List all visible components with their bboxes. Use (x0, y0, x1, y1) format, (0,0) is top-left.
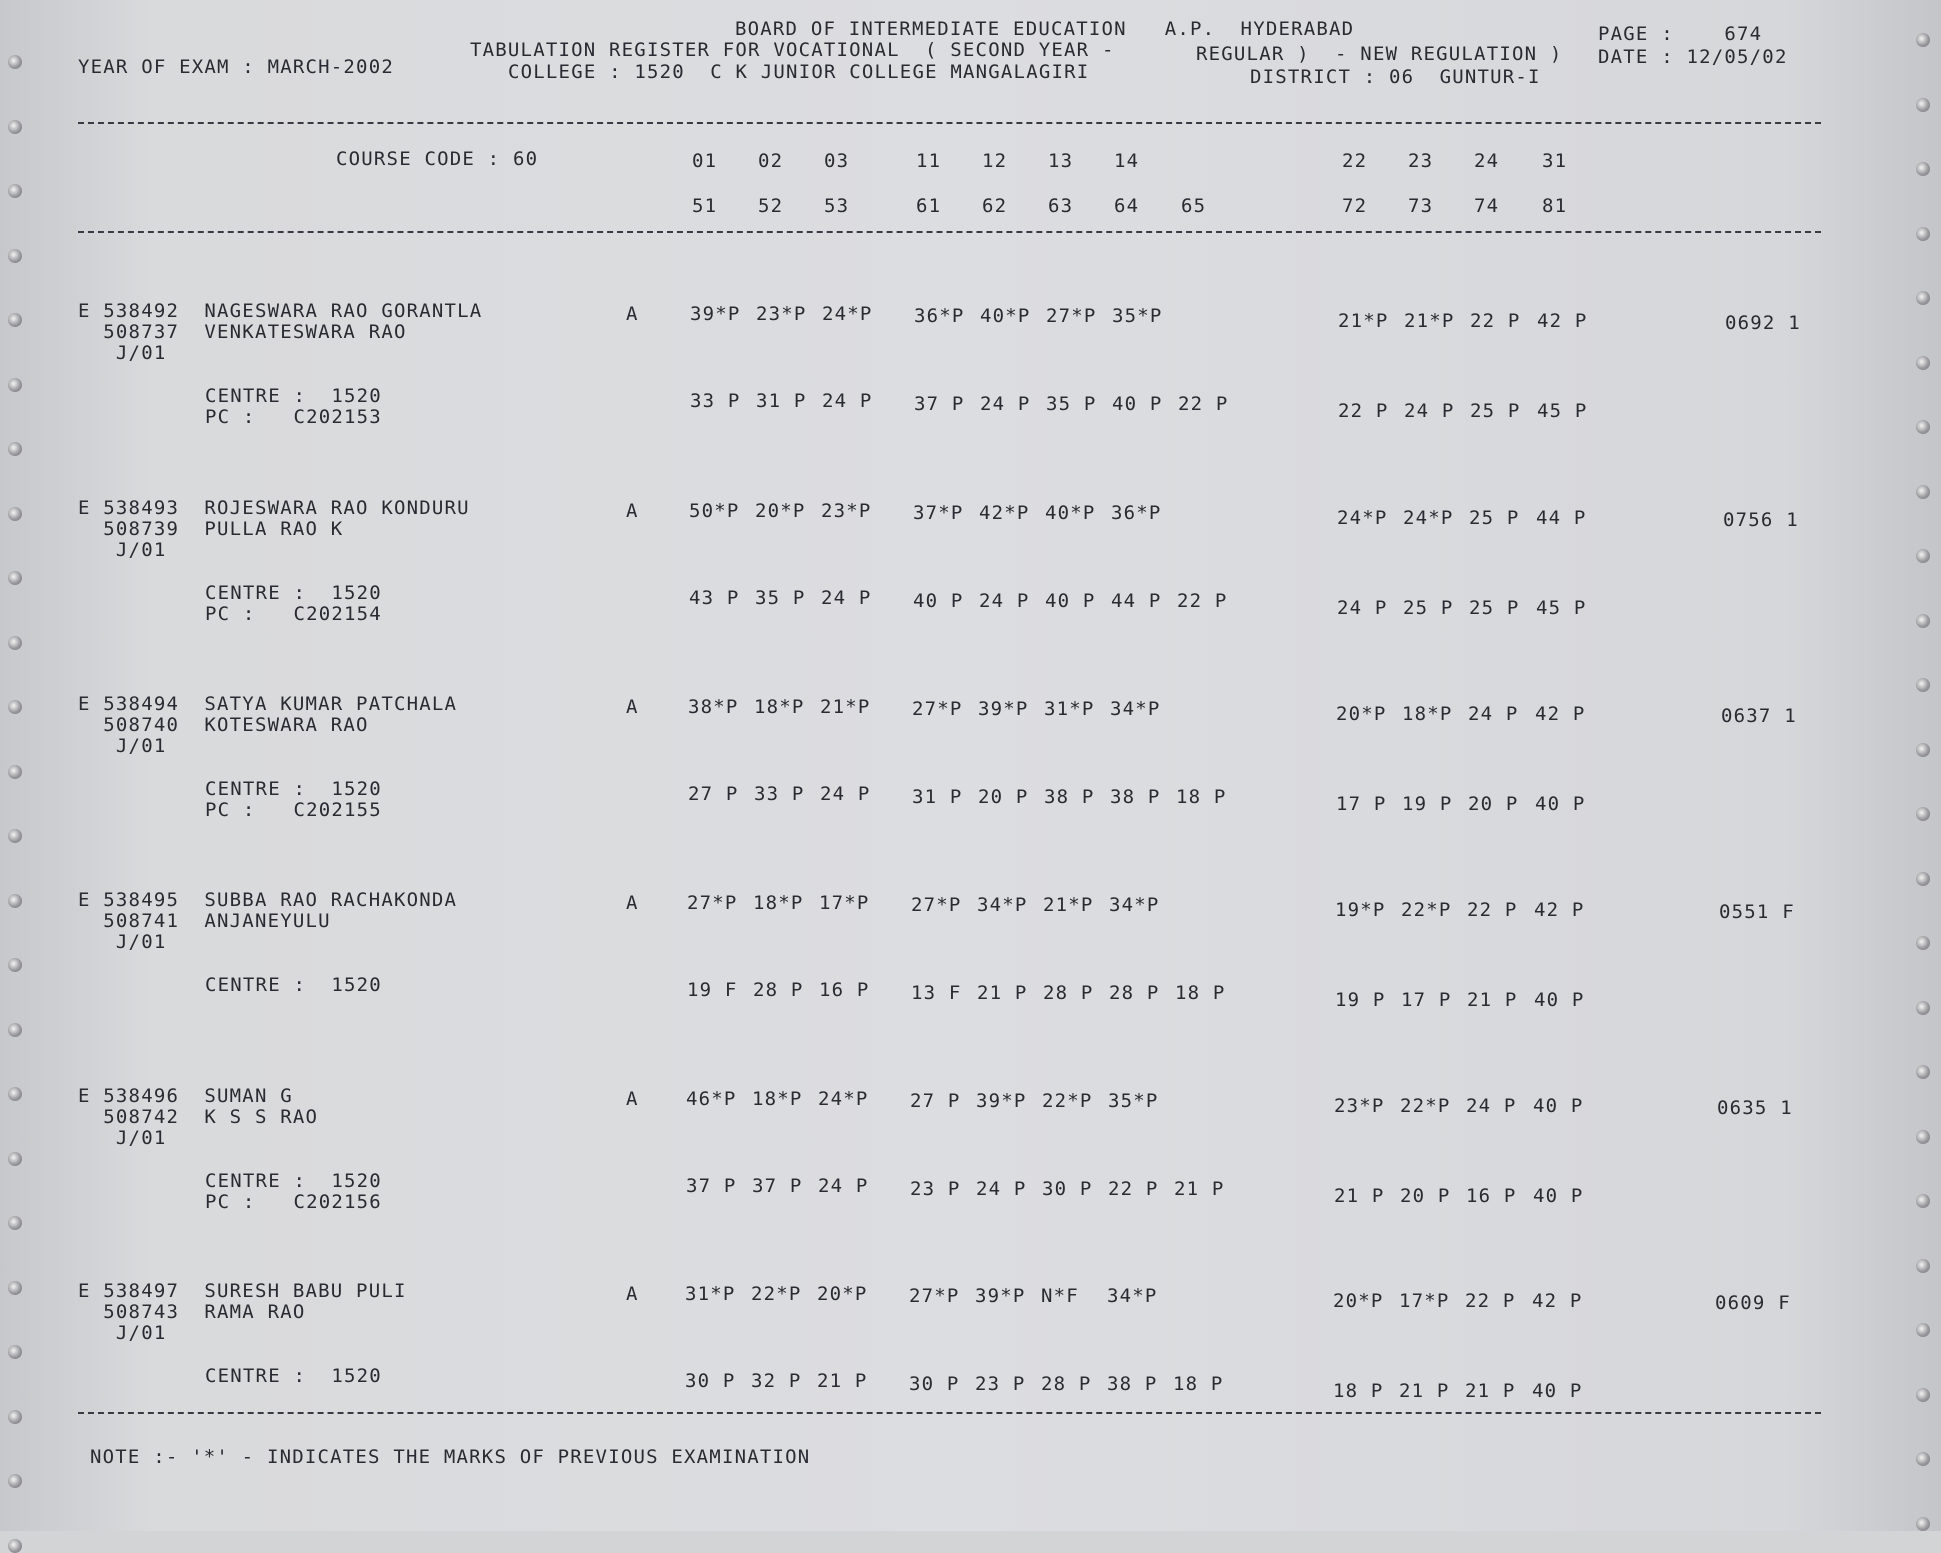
student-grade: A (626, 500, 639, 522)
feed-hole (1916, 1388, 1930, 1402)
mark-current: 38*P (688, 696, 739, 718)
mark-current: 36*P (914, 305, 965, 327)
feed-hole (1916, 98, 1930, 112)
column-code: 81 (1542, 195, 1568, 217)
college-line: COLLEGE : 1520 C K JUNIOR COLLEGE MANGALAGIRI (508, 61, 1090, 83)
feed-hole (8, 249, 22, 263)
student-id-name: E 538492 NAGESWARA RAO GORANTLA (78, 300, 483, 322)
exam-centre: CENTRE : 1520 (205, 582, 382, 604)
mark-current: 22*P (1042, 1090, 1093, 1112)
exam-centre: CENTRE : 1520 (205, 778, 382, 800)
mark-current: 27 P (910, 1090, 961, 1112)
year-of-exam: YEAR OF EXAM : MARCH-2002 (78, 56, 394, 78)
feed-hole (1916, 872, 1930, 886)
feed-hole (1916, 1452, 1930, 1466)
feed-hole (1916, 420, 1930, 434)
student-class: J/01 (78, 342, 167, 364)
student-grade: A (626, 696, 639, 718)
feed-hole (8, 378, 22, 392)
mark-previous: 38 P (1044, 786, 1095, 808)
column-header-rule (78, 231, 1821, 233)
column-code: 65 (1181, 195, 1207, 217)
mark-previous: 33 P (690, 390, 741, 412)
mark-previous: 40 P (913, 590, 964, 612)
feed-hole (1916, 485, 1930, 499)
mark-current: N*F (1041, 1285, 1079, 1307)
mark-previous: 40 P (1112, 393, 1163, 415)
mark-current: 22*P (1400, 1095, 1451, 1117)
mark-current: 19*P (1335, 899, 1386, 921)
mark-previous: 21 P (1465, 1380, 1516, 1402)
student-reg-parent: 508741 ANJANEYULU (78, 910, 331, 932)
mark-previous: 24 P (1337, 597, 1388, 619)
exam-centre: CENTRE : 1520 (205, 1365, 382, 1387)
mark-current: 39*P (690, 303, 741, 325)
mark-current: 23*P (821, 500, 872, 522)
mark-previous: 13 F (911, 982, 962, 1004)
mark-current: 22 P (1467, 899, 1518, 921)
exam-centre: CENTRE : 1520 (205, 385, 382, 407)
mark-current: 36*P (1111, 502, 1162, 524)
mark-previous: 18 P (1173, 1373, 1224, 1395)
mark-current: 18*P (754, 696, 805, 718)
mark-previous: 20 P (1468, 793, 1519, 815)
student-grade: A (626, 1283, 639, 1305)
column-code: 02 (758, 150, 784, 172)
student-grade: A (626, 303, 639, 325)
mark-current: 22*P (751, 1283, 802, 1305)
mark-current: 44 P (1536, 507, 1587, 529)
mark-current: 40*P (980, 305, 1031, 327)
feed-hole (8, 894, 22, 908)
mark-previous: 21 P (1174, 1178, 1225, 1200)
feed-hole (8, 829, 22, 843)
feed-hole (1916, 1194, 1930, 1208)
feed-hole (1916, 33, 1930, 47)
mark-previous: 22 P (1178, 393, 1229, 415)
mark-current: 18*P (753, 892, 804, 914)
student-reg-parent: 508739 PULLA RAO K (78, 518, 344, 540)
mark-current: 24*P (822, 303, 873, 325)
mark-previous: 21 P (1334, 1185, 1385, 1207)
column-code: 52 (758, 195, 784, 217)
column-code: 51 (692, 195, 718, 217)
student-grade: A (626, 1088, 639, 1110)
mark-current: 27*P (911, 894, 962, 916)
mark-previous: 22 P (1177, 590, 1228, 612)
feed-hole (8, 1474, 22, 1488)
mark-current: 34*P (1110, 698, 1161, 720)
mark-previous: 24 P (820, 783, 871, 805)
column-code: 73 (1408, 195, 1434, 217)
mark-current: 24 P (1468, 703, 1519, 725)
mark-previous: 21 P (817, 1370, 868, 1392)
mark-current: 27*P (687, 892, 738, 914)
feed-hole (1916, 227, 1930, 241)
mark-current: 39*P (975, 1285, 1026, 1307)
mark-current: 18*P (1402, 703, 1453, 725)
mark-previous: 21 P (1467, 989, 1518, 1011)
course-code: COURSE CODE : 60 (336, 148, 539, 170)
feed-hole (8, 958, 22, 972)
student-total: 0635 1 (1717, 1097, 1793, 1119)
mark-current: 27*P (912, 698, 963, 720)
mark-previous: 18 P (1175, 982, 1226, 1004)
feed-hole (1916, 1323, 1930, 1337)
mark-current: 23*P (1334, 1095, 1385, 1117)
mark-current: 22 P (1465, 1290, 1516, 1312)
mark-previous: 40 P (1534, 989, 1585, 1011)
feed-hole (1916, 291, 1930, 305)
student-id-name: E 538495 SUBBA RAO RACHAKONDA (78, 889, 458, 911)
mark-current: 22*P (1401, 899, 1452, 921)
feed-hole (8, 184, 22, 198)
mark-previous: 27 P (688, 783, 739, 805)
mark-current: 24*P (1403, 507, 1454, 529)
feed-hole (8, 1216, 22, 1230)
feed-hole (8, 1410, 22, 1424)
feed-hole (1916, 1065, 1930, 1079)
mark-current: 42 P (1534, 899, 1585, 921)
mark-current: 46*P (686, 1088, 737, 1110)
mark-previous: 31 P (756, 390, 807, 412)
mark-previous: 28 P (1041, 1373, 1092, 1395)
column-code: 11 (916, 150, 942, 172)
feed-hole (8, 1539, 22, 1553)
exam-centre: CENTRE : 1520 (205, 1170, 382, 1192)
mark-current: 50*P (689, 500, 740, 522)
mark-current: 18*P (752, 1088, 803, 1110)
student-total: 0609 F (1715, 1292, 1791, 1314)
mark-previous: 20 P (978, 786, 1029, 808)
student-class: J/01 (78, 1127, 167, 1149)
mark-current: 24*P (1337, 507, 1388, 529)
mark-previous: 19 P (1402, 793, 1453, 815)
mark-previous: 24 P (818, 1175, 869, 1197)
column-code: 64 (1114, 195, 1140, 217)
feed-hole (1916, 743, 1930, 757)
mark-current: 20*P (817, 1283, 868, 1305)
mark-previous: 37 P (686, 1175, 737, 1197)
mark-previous: 16 P (819, 979, 870, 1001)
feed-hole (8, 55, 22, 69)
feed-hole (1916, 1001, 1930, 1015)
mark-current: 35*P (1112, 305, 1163, 327)
mark-current: 27*P (1046, 305, 1097, 327)
feed-hole (8, 120, 22, 134)
student-class: J/01 (78, 735, 167, 757)
mark-previous: 24 P (821, 587, 872, 609)
mark-previous: 33 P (754, 783, 805, 805)
mark-current: 21*P (1338, 310, 1389, 332)
student-grade: A (626, 892, 639, 914)
mark-current: 20*P (1336, 703, 1387, 725)
mark-previous: 45 P (1536, 597, 1587, 619)
mark-previous: 40 P (1533, 1185, 1584, 1207)
mark-current: 39*P (978, 698, 1029, 720)
mark-previous: 21 P (977, 982, 1028, 1004)
mark-current: 21*P (1404, 310, 1455, 332)
student-id-name: E 538493 ROJESWARA RAO KONDURU (78, 497, 470, 519)
mark-current: 34*P (1107, 1285, 1158, 1307)
mark-current: 34*P (1109, 894, 1160, 916)
page-number: PAGE : 674 (1598, 23, 1763, 45)
mark-previous: 21 P (1399, 1380, 1450, 1402)
feed-hole (8, 1087, 22, 1101)
mark-current: 31*P (1044, 698, 1095, 720)
mark-previous: 23 P (975, 1373, 1026, 1395)
mark-previous: 19 F (687, 979, 738, 1001)
student-id-name: E 538494 SATYA KUMAR PATCHALA (78, 693, 458, 715)
column-code: 62 (982, 195, 1008, 217)
feed-hole (1916, 807, 1930, 821)
mark-current: 42 P (1537, 310, 1588, 332)
feed-hole (8, 507, 22, 521)
mark-previous: 38 P (1107, 1373, 1158, 1395)
student-id-name: E 538496 SUMAN G (78, 1085, 293, 1107)
column-code: 03 (824, 150, 850, 172)
feed-hole (1916, 1259, 1930, 1273)
feed-hole (1916, 549, 1930, 563)
column-code: 12 (982, 150, 1008, 172)
column-code: 31 (1542, 150, 1568, 172)
district-line: DISTRICT : 06 GUNTUR-I (1250, 66, 1541, 88)
mark-previous: 25 P (1470, 400, 1521, 422)
mark-previous: 35 P (1046, 393, 1097, 415)
regulation-label: REGULAR ) - NEW REGULATION ) (1196, 43, 1563, 65)
feed-hole (8, 1281, 22, 1295)
mark-previous: 25 P (1469, 597, 1520, 619)
mark-current: 20*P (1333, 1290, 1384, 1312)
mark-current: 24 P (1466, 1095, 1517, 1117)
print-date: DATE : 12/05/02 (1598, 46, 1788, 68)
mark-previous: 24 P (976, 1178, 1027, 1200)
register-title: TABULATION REGISTER FOR VOCATIONAL ( SECOND YEAR - (470, 39, 1115, 61)
mark-previous: 19 P (1335, 989, 1386, 1011)
mark-current: 23*P (756, 303, 807, 325)
mark-current: 24*P (818, 1088, 869, 1110)
column-code: 14 (1114, 150, 1140, 172)
mark-current: 17*P (1399, 1290, 1450, 1312)
column-code: 72 (1342, 195, 1368, 217)
student-reg-parent: 508737 VENKATESWARA RAO (78, 321, 407, 343)
pc-number: PC : C202154 (205, 603, 382, 625)
feed-hole (8, 571, 22, 585)
footer-rule (78, 1412, 1821, 1414)
mark-previous: 28 P (1109, 982, 1160, 1004)
mark-previous: 28 P (1043, 982, 1094, 1004)
column-code: 24 (1474, 150, 1500, 172)
board-title: BOARD OF INTERMEDIATE EDUCATION A.P. HYDERABAD (735, 18, 1355, 40)
student-class: J/01 (78, 1322, 167, 1344)
mark-previous: 37 P (752, 1175, 803, 1197)
mark-previous: 38 P (1110, 786, 1161, 808)
student-class: J/01 (78, 539, 167, 561)
mark-previous: 17 P (1336, 793, 1387, 815)
mark-previous: 32 P (751, 1370, 802, 1392)
student-class: J/01 (78, 931, 167, 953)
mark-current: 17*P (819, 892, 870, 914)
mark-previous: 31 P (912, 786, 963, 808)
mark-previous: 24 P (822, 390, 873, 412)
mark-current: 39*P (976, 1090, 1027, 1112)
mark-current: 21*P (1043, 894, 1094, 916)
student-total: 0692 1 (1725, 312, 1801, 334)
column-code: 23 (1408, 150, 1434, 172)
mark-previous: 40 P (1532, 1380, 1583, 1402)
mark-current: 42 P (1532, 1290, 1583, 1312)
column-code: 13 (1048, 150, 1074, 172)
mark-previous: 18 P (1176, 786, 1227, 808)
column-code: 61 (916, 195, 942, 217)
feed-hole (1916, 1130, 1930, 1144)
mark-current: 21*P (820, 696, 871, 718)
mark-current: 25 P (1469, 507, 1520, 529)
mark-current: 40*P (1045, 502, 1096, 524)
mark-previous: 22 P (1108, 1178, 1159, 1200)
column-code: 74 (1474, 195, 1500, 217)
student-total: 0551 F (1719, 901, 1795, 923)
column-code: 53 (824, 195, 850, 217)
feed-hole (8, 1023, 22, 1037)
mark-previous: 35 P (755, 587, 806, 609)
student-id-name: E 538497 SURESH BABU PULI (78, 1280, 407, 1302)
feed-hole (8, 313, 22, 327)
mark-previous: 23 P (910, 1178, 961, 1200)
mark-previous: 44 P (1111, 590, 1162, 612)
mark-current: 42 P (1535, 703, 1586, 725)
column-code: 22 (1342, 150, 1368, 172)
feed-hole (1916, 356, 1930, 370)
mark-previous: 30 P (685, 1370, 736, 1392)
pc-number: PC : C202153 (205, 406, 382, 428)
mark-previous: 43 P (689, 587, 740, 609)
feed-hole (8, 1152, 22, 1166)
mark-previous: 37 P (914, 393, 965, 415)
pc-number: PC : C202155 (205, 799, 382, 821)
mark-previous: 40 P (1045, 590, 1096, 612)
pc-number: PC : C202156 (205, 1191, 382, 1213)
student-total: 0756 1 (1723, 509, 1799, 531)
feed-hole (8, 1345, 22, 1359)
student-reg-parent: 508742 K S S RAO (78, 1106, 319, 1128)
feed-hole (8, 636, 22, 650)
mark-previous: 24 P (980, 393, 1031, 415)
mark-previous: 24 P (1404, 400, 1455, 422)
mark-previous: 28 P (753, 979, 804, 1001)
column-code: 63 (1048, 195, 1074, 217)
mark-current: 27*P (909, 1285, 960, 1307)
feed-hole (1916, 1517, 1930, 1531)
feed-hole (1916, 614, 1930, 628)
footnote: NOTE :- '*' - INDICATES THE MARKS OF PREVIOUS EXAMINATION (90, 1446, 811, 1468)
feed-hole (1916, 936, 1930, 950)
mark-previous: 16 P (1466, 1185, 1517, 1207)
mark-previous: 25 P (1403, 597, 1454, 619)
mark-current: 31*P (685, 1283, 736, 1305)
feed-hole (1916, 678, 1930, 692)
student-total: 0637 1 (1721, 705, 1797, 727)
student-reg-parent: 508740 KOTESWARA RAO (78, 714, 369, 736)
student-reg-parent: 508743 RAMA RAO (78, 1301, 306, 1323)
mark-previous: 30 P (909, 1373, 960, 1395)
mark-previous: 40 P (1535, 793, 1586, 815)
mark-previous: 20 P (1400, 1185, 1451, 1207)
mark-current: 37*P (913, 502, 964, 524)
mark-previous: 18 P (1333, 1380, 1384, 1402)
mark-current: 20*P (755, 500, 806, 522)
mark-previous: 22 P (1338, 400, 1389, 422)
exam-centre: CENTRE : 1520 (205, 974, 382, 996)
mark-current: 22 P (1470, 310, 1521, 332)
mark-previous: 24 P (979, 590, 1030, 612)
feed-hole (8, 700, 22, 714)
column-code: 01 (692, 150, 718, 172)
mark-previous: 45 P (1537, 400, 1588, 422)
feed-hole (1916, 162, 1930, 176)
mark-current: 35*P (1108, 1090, 1159, 1112)
mark-previous: 30 P (1042, 1178, 1093, 1200)
mark-previous: 17 P (1401, 989, 1452, 1011)
header-rule (78, 122, 1821, 124)
feed-hole (8, 442, 22, 456)
feed-hole (8, 765, 22, 779)
mark-current: 40 P (1533, 1095, 1584, 1117)
mark-current: 42*P (979, 502, 1030, 524)
mark-current: 34*P (977, 894, 1028, 916)
